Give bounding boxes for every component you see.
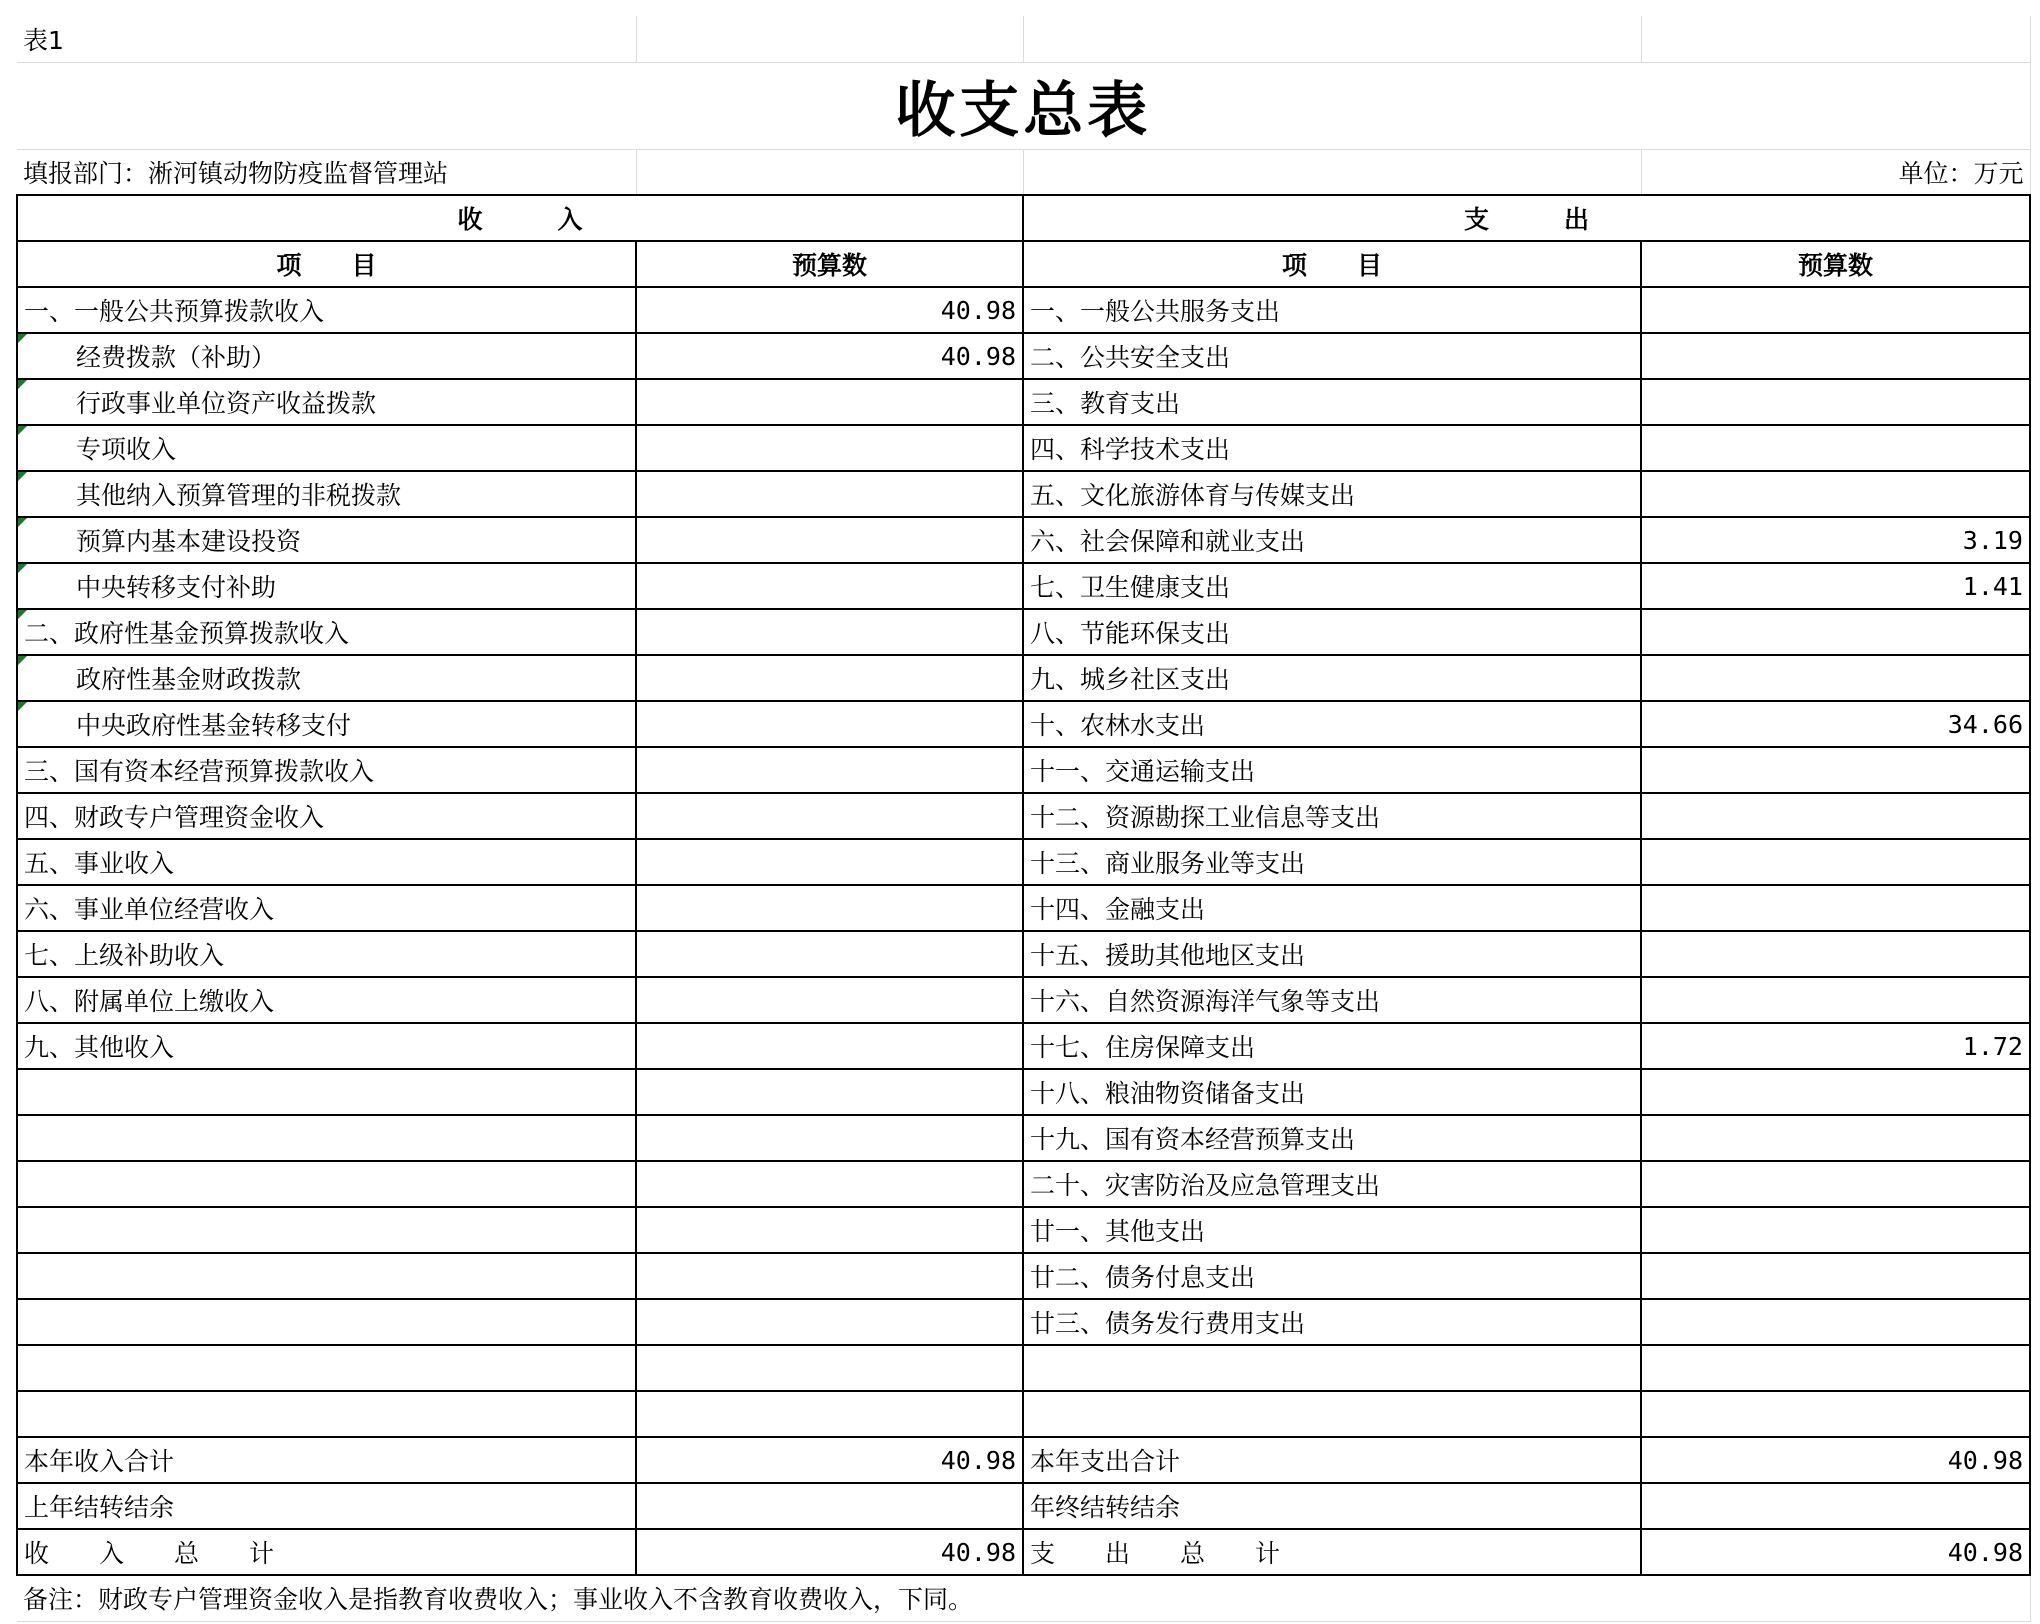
- expense-value-cell[interactable]: 1.72: [1641, 1023, 2030, 1069]
- expense-item-cell[interactable]: 十四、金融支出: [1023, 885, 1641, 931]
- income-value-cell[interactable]: [636, 425, 1023, 471]
- expense-value-cell[interactable]: [1641, 1483, 2030, 1529]
- income-item-cell[interactable]: 三、国有资本经营预算拨款收入: [17, 747, 636, 793]
- income-item-cell[interactable]: [17, 1207, 636, 1253]
- table-row: [17, 1529, 2030, 1575]
- income-value-cell[interactable]: [636, 747, 1023, 793]
- income-value-cell[interactable]: [636, 1253, 1023, 1299]
- table-row: [17, 333, 2030, 379]
- expense-value-cell[interactable]: [1641, 655, 2030, 701]
- expense-item-cell[interactable]: 十八、粮油物资储备支出: [1023, 1069, 1641, 1115]
- table-row: [17, 1345, 2030, 1391]
- department-label[interactable]: 填报部门：淅河镇动物防疫监督管理站: [17, 149, 636, 195]
- expense-value-cell[interactable]: 40.98: [1641, 1437, 2030, 1483]
- income-item-header[interactable]: 项 目: [17, 241, 636, 287]
- income-item-cell[interactable]: 其他纳入预算管理的非税拨款: [17, 471, 636, 517]
- expense-value-cell[interactable]: 40.98: [1641, 1529, 2030, 1575]
- income-value-cell[interactable]: 40.98: [636, 1437, 1023, 1483]
- expense-section-header[interactable]: 支 出: [1023, 195, 2030, 241]
- income-value-cell[interactable]: [636, 1115, 1023, 1161]
- income-item-cell[interactable]: [17, 1069, 636, 1115]
- column-header-row: [17, 241, 2030, 287]
- table-row: [17, 517, 2030, 563]
- income-value-cell[interactable]: [636, 1483, 1023, 1529]
- income-item-cell[interactable]: 中央政府性基金转移支付: [17, 701, 636, 747]
- expense-item-cell[interactable]: 十九、国有资本经营预算支出: [1023, 1115, 1641, 1161]
- income-item-cell[interactable]: 四、财政专户管理资金收入: [17, 793, 636, 839]
- income-item-cell[interactable]: 本年收入合计: [17, 1437, 636, 1483]
- income-value-cell[interactable]: [636, 931, 1023, 977]
- expense-item-cell[interactable]: 廿二、债务付息支出: [1023, 1253, 1641, 1299]
- income-value-cell[interactable]: 40.98: [636, 287, 1023, 333]
- income-value-cell[interactable]: [636, 655, 1023, 701]
- empty-cell[interactable]: [1023, 16, 1641, 62]
- income-value-cell[interactable]: [636, 1069, 1023, 1115]
- table-row: [17, 1483, 2030, 1529]
- empty-cell[interactable]: [1023, 149, 1641, 195]
- income-item-cell[interactable]: [17, 1345, 636, 1391]
- table-row: [17, 655, 2030, 701]
- table-row: [17, 471, 2030, 517]
- table-row: [17, 1437, 2030, 1483]
- income-item-cell[interactable]: 九、其他收入: [17, 1023, 636, 1069]
- expense-item-cell[interactable]: 十、农林水支出: [1023, 701, 1641, 747]
- income-item-cell[interactable]: 行政事业单位资产收益拨款: [17, 379, 636, 425]
- expense-item-cell[interactable]: 五、文化旅游体育与传媒支出: [1023, 471, 1641, 517]
- expense-item-cell[interactable]: 十五、援助其他地区支出: [1023, 931, 1641, 977]
- income-item-cell[interactable]: 预算内基本建设投资: [17, 517, 636, 563]
- income-item-cell[interactable]: 八、附属单位上缴收入: [17, 977, 636, 1023]
- expense-value-cell[interactable]: [1641, 1391, 2030, 1437]
- empty-cell[interactable]: [636, 149, 1023, 195]
- income-value-cell[interactable]: [636, 977, 1023, 1023]
- table-row: [17, 747, 2030, 793]
- expense-item-cell[interactable]: 七、卫生健康支出: [1023, 563, 1641, 609]
- sheet-row-title: [17, 62, 2030, 149]
- income-value-cell[interactable]: [636, 1299, 1023, 1345]
- income-budget-header[interactable]: 预算数: [636, 241, 1023, 287]
- sheet-row-note: [17, 1575, 2030, 1621]
- income-value-cell[interactable]: [636, 839, 1023, 885]
- table-row: [17, 1115, 2030, 1161]
- table-row: [17, 1207, 2030, 1253]
- expense-item-cell[interactable]: 本年支出合计: [1023, 1437, 1641, 1483]
- table-row: [17, 1069, 2030, 1115]
- expense-value-cell[interactable]: [1641, 747, 2030, 793]
- income-item-cell[interactable]: [17, 1161, 636, 1207]
- expense-item-cell[interactable]: 二、公共安全支出: [1023, 333, 1641, 379]
- table-row: [17, 931, 2030, 977]
- income-value-cell[interactable]: [636, 1161, 1023, 1207]
- expense-item-cell[interactable]: 十一、交通运输支出: [1023, 747, 1641, 793]
- table-row: [17, 793, 2030, 839]
- table-row: [17, 425, 2030, 471]
- table-row: [17, 1253, 2030, 1299]
- expense-item-cell[interactable]: 六、社会保障和就业支出: [1023, 517, 1641, 563]
- page-title[interactable]: 收支总表: [17, 62, 2030, 149]
- expense-item-cell[interactable]: 十二、资源勘探工业信息等支出: [1023, 793, 1641, 839]
- income-item-cell[interactable]: 七、上级补助收入: [17, 931, 636, 977]
- expense-item-cell[interactable]: 十六、自然资源海洋气象等支出: [1023, 977, 1641, 1023]
- expense-value-cell[interactable]: [1641, 333, 2030, 379]
- sheet-row-dept: [17, 149, 2030, 195]
- income-value-cell[interactable]: [636, 1391, 1023, 1437]
- income-item-cell[interactable]: [17, 1253, 636, 1299]
- expense-value-cell[interactable]: [1641, 379, 2030, 425]
- income-item-cell[interactable]: 政府性基金财政拨款: [17, 655, 636, 701]
- expense-value-cell[interactable]: [1641, 1207, 2030, 1253]
- table-row: [17, 287, 2030, 333]
- income-item-cell[interactable]: [17, 1391, 636, 1437]
- table-row: [17, 1391, 2030, 1437]
- expense-budget-header[interactable]: 预算数: [1641, 241, 2030, 287]
- income-item-cell[interactable]: 五、事业收入: [17, 839, 636, 885]
- expense-value-cell[interactable]: [1641, 1299, 2030, 1345]
- expense-item-cell[interactable]: 年终结转结余: [1023, 1483, 1641, 1529]
- income-value-cell[interactable]: [636, 701, 1023, 747]
- expense-item-cell[interactable]: 一、一般公共服务支出: [1023, 287, 1641, 333]
- expense-item-cell[interactable]: 支 出 总 计: [1023, 1529, 1641, 1575]
- income-section-header[interactable]: 收 入: [17, 195, 1023, 241]
- expense-value-cell[interactable]: [1641, 977, 2030, 1023]
- expense-value-cell[interactable]: [1641, 1345, 2030, 1391]
- table-row: [17, 977, 2030, 1023]
- income-value-cell[interactable]: [636, 563, 1023, 609]
- expense-item-header[interactable]: 项 目: [1023, 241, 1641, 287]
- budget-summary-sheet: [16, 16, 2031, 1622]
- expense-value-cell[interactable]: 34.66: [1641, 701, 2030, 747]
- income-item-cell[interactable]: 二、政府性基金预算拨款收入: [17, 609, 636, 655]
- expense-value-cell[interactable]: [1641, 931, 2030, 977]
- table-row: [17, 609, 2030, 655]
- income-value-cell[interactable]: 40.98: [636, 1529, 1023, 1575]
- income-value-cell[interactable]: 40.98: [636, 333, 1023, 379]
- expense-value-cell[interactable]: [1641, 885, 2030, 931]
- table-row: [17, 379, 2030, 425]
- expense-item-cell[interactable]: 十七、住房保障支出: [1023, 1023, 1641, 1069]
- expense-value-cell[interactable]: [1641, 1115, 2030, 1161]
- expense-item-cell[interactable]: 十三、商业服务业等支出: [1023, 839, 1641, 885]
- income-value-cell[interactable]: [636, 1023, 1023, 1069]
- table-row: [17, 701, 2030, 747]
- expense-value-cell[interactable]: [1641, 609, 2030, 655]
- expense-value-cell[interactable]: [1641, 1069, 2030, 1115]
- income-value-cell[interactable]: [636, 609, 1023, 655]
- expense-item-cell[interactable]: 廿三、债务发行费用支出: [1023, 1299, 1641, 1345]
- expense-item-cell[interactable]: 三、教育支出: [1023, 379, 1641, 425]
- income-value-cell[interactable]: [636, 793, 1023, 839]
- expense-value-cell[interactable]: [1641, 425, 2030, 471]
- unit-label[interactable]: 单位：万元: [1641, 149, 2030, 195]
- expense-value-cell[interactable]: [1641, 1161, 2030, 1207]
- expense-value-cell[interactable]: 1.41: [1641, 563, 2030, 609]
- table-body: [17, 287, 2030, 1575]
- footnote[interactable]: 备注：财政专户管理资金收入是指教育收费收入；事业收入不含教育收费收入，下同。: [17, 1575, 2030, 1621]
- expense-item-cell[interactable]: [1023, 1345, 1641, 1391]
- income-item-cell[interactable]: [17, 1299, 636, 1345]
- sheet-row-table-no: [17, 16, 2030, 62]
- empty-cell[interactable]: [1641, 16, 2030, 62]
- expense-value-cell[interactable]: [1641, 471, 2030, 517]
- expense-value-cell[interactable]: [1641, 287, 2030, 333]
- empty-cell[interactable]: [636, 16, 1023, 62]
- expense-item-cell[interactable]: 四、科学技术支出: [1023, 425, 1641, 471]
- income-item-cell[interactable]: [17, 1115, 636, 1161]
- income-value-cell[interactable]: [636, 379, 1023, 425]
- income-item-cell[interactable]: 经费拨款（补助）: [17, 333, 636, 379]
- income-item-cell[interactable]: 收 入 总 计: [17, 1529, 636, 1575]
- expense-item-cell[interactable]: 廿一、其他支出: [1023, 1207, 1641, 1253]
- table-row: [17, 1161, 2030, 1207]
- table-row: [17, 885, 2030, 931]
- table-row: [17, 563, 2030, 609]
- table-row: [17, 1299, 2030, 1345]
- income-value-cell[interactable]: [636, 517, 1023, 563]
- expense-value-cell[interactable]: [1641, 1253, 2030, 1299]
- expense-item-cell[interactable]: 九、城乡社区支出: [1023, 655, 1641, 701]
- section-header-row: [17, 195, 2030, 241]
- income-value-cell[interactable]: [636, 1345, 1023, 1391]
- expense-item-cell[interactable]: [1023, 1391, 1641, 1437]
- table-row: [17, 839, 2030, 885]
- expense-item-cell[interactable]: 八、节能环保支出: [1023, 609, 1641, 655]
- income-value-cell[interactable]: [636, 1207, 1023, 1253]
- income-value-cell[interactable]: [636, 885, 1023, 931]
- table-number-label[interactable]: 表1: [17, 16, 636, 62]
- expense-value-cell[interactable]: [1641, 839, 2030, 885]
- income-item-cell[interactable]: 中央转移支付补助: [17, 563, 636, 609]
- income-item-cell[interactable]: 专项收入: [17, 425, 636, 471]
- expense-value-cell[interactable]: [1641, 793, 2030, 839]
- expense-item-cell[interactable]: 二十、灾害防治及应急管理支出: [1023, 1161, 1641, 1207]
- income-item-cell[interactable]: 一、一般公共预算拨款收入: [17, 287, 636, 333]
- table-row: [17, 1023, 2030, 1069]
- income-value-cell[interactable]: [636, 471, 1023, 517]
- income-item-cell[interactable]: 六、事业单位经营收入: [17, 885, 636, 931]
- expense-value-cell[interactable]: 3.19: [1641, 517, 2030, 563]
- income-item-cell[interactable]: 上年结转结余: [17, 1483, 636, 1529]
